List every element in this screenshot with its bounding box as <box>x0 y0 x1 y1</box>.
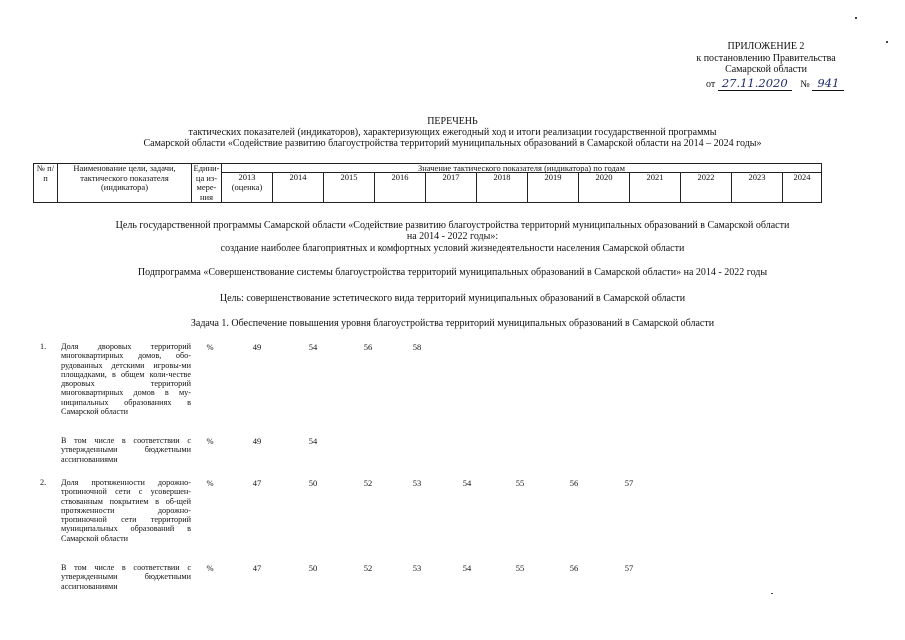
year-header: 2020 <box>579 173 630 203</box>
row-number: 1. <box>40 342 47 351</box>
number-label: № <box>800 79 810 90</box>
subprogram-title: Подпрограмма «Совершенствование системы благоустройства территорий муниципальных образований в Самарской области» на 2014 - 2022 годы <box>137 267 768 278</box>
row-value: 54 <box>308 342 318 352</box>
indicator-table-header <box>33 163 822 203</box>
handwritten-date: 27.11.2020 <box>718 78 792 91</box>
year-header: 2022 <box>681 173 732 203</box>
year-header: 2023 <box>732 173 783 203</box>
col-unit-header: Едини-ца из-мере-ния <box>193 163 220 202</box>
year-header: 2017 <box>426 173 477 203</box>
row-value: 50 <box>308 478 318 488</box>
appendix-title: ПРИЛОЖЕНИЕ 2 <box>727 41 805 52</box>
year-header: 2018 <box>477 173 528 203</box>
row-value: 50 <box>308 563 318 573</box>
appendix-block <box>688 41 844 76</box>
scan-speck <box>886 41 888 43</box>
col-name-header: Наименование цели, задачи, тактического показателя (индикатора) <box>58 164 192 203</box>
year-header: 2015 <box>324 173 375 203</box>
year-header: 2016 <box>375 173 426 203</box>
appendix-date-line <box>706 78 844 91</box>
doc-title-line1: тактических показателей (индикаторов), характеризующих ежегодный ход и итоги реализации государственной программы <box>188 127 717 138</box>
row-unit: % <box>206 563 214 573</box>
row-unit: % <box>206 478 214 488</box>
year-header: 2024 <box>783 173 822 203</box>
row-value: 52 <box>363 478 373 488</box>
goal-line2: на 2014 - 2022 годы»: <box>406 231 499 242</box>
row-value: 54 <box>462 478 472 488</box>
year-header: 2014 <box>273 173 324 203</box>
year-header: 2013 (оценка) <box>222 173 273 203</box>
row-value: 56 <box>569 563 579 573</box>
row-value: 53 <box>412 478 422 488</box>
col-num-header: № п/п <box>34 164 58 203</box>
row-value: 55 <box>515 478 525 488</box>
appendix-line2: Самарской области <box>725 64 807 75</box>
row-value: 56 <box>363 342 373 352</box>
row-value: 56 <box>569 478 579 488</box>
from-label: от <box>706 79 716 90</box>
goal-line3: создание наиболее благоприятных и комфортных условий жизнедеятельности населения Самарской области <box>220 243 685 254</box>
row-value: 54 <box>462 563 472 573</box>
row-value: 53 <box>412 563 422 573</box>
row-value: 57 <box>624 563 634 573</box>
row-value: 55 <box>515 563 525 573</box>
row-value: 58 <box>412 342 422 352</box>
row-value: 54 <box>308 436 318 446</box>
row-indicator-name: В том числе в соответствии с утвержденными бюджетными ассигнованиями <box>61 563 191 591</box>
sub-goal: Цель: совершенствование эстетического вида территорий муниципальных образований в Самарской области <box>219 293 686 304</box>
scan-speck <box>855 17 857 19</box>
col-values-header: Значение тактического показателя (индикатора) по годам <box>222 164 822 173</box>
appendix-line1: к постановлению Правительства <box>696 52 836 64</box>
row-unit: % <box>206 342 214 352</box>
goal-line1: Цель государственной программы Самарской области «Содействие развитию благоустройства территорий муниципальных образований в Самарской области <box>115 220 790 231</box>
scan-speck <box>771 593 773 594</box>
doc-title-line2: Самарской области «Содействие развитию благоустройства территорий муниципальных образований в Самарской области на 2014 – 2024 годы» <box>143 138 762 149</box>
row-value: 49 <box>252 436 262 446</box>
row-indicator-name: В том числе в соответствии с утвержденными бюджетными ассигнованиями <box>61 436 191 464</box>
task-title: Задача 1. Обеспечение повышения уровня благоустройства территорий муниципальных образований в Самарской области <box>190 318 715 329</box>
row-value: 49 <box>252 342 262 352</box>
year-header: 2019 <box>528 173 579 203</box>
year-header: 2021 <box>630 173 681 203</box>
row-value: 47 <box>252 478 262 488</box>
row-value: 52 <box>363 563 373 573</box>
row-indicator-name: Доля дворовых территорий многоквартирных домов, обо-рудованных детскими игровы-ми площадками, в общем коли-честве дворовых территорий многоквартирных домов в му-ниципальных образованиях в Самарской области <box>61 342 191 417</box>
row-number: 2. <box>40 478 47 487</box>
doc-heading: ПЕРЕЧЕНЬ <box>427 116 478 127</box>
row-value: 57 <box>624 478 634 488</box>
row-value: 47 <box>252 563 262 573</box>
row-indicator-name: Доля протяженности дорожно-тропиночной сети с усовершен-ствованным покрытием в об-щей протяженности дорожно-тропиночной сети территорий муниципальных образований в Самарской области <box>61 478 191 543</box>
row-unit: % <box>206 436 214 446</box>
handwritten-number: 941 <box>812 78 844 91</box>
